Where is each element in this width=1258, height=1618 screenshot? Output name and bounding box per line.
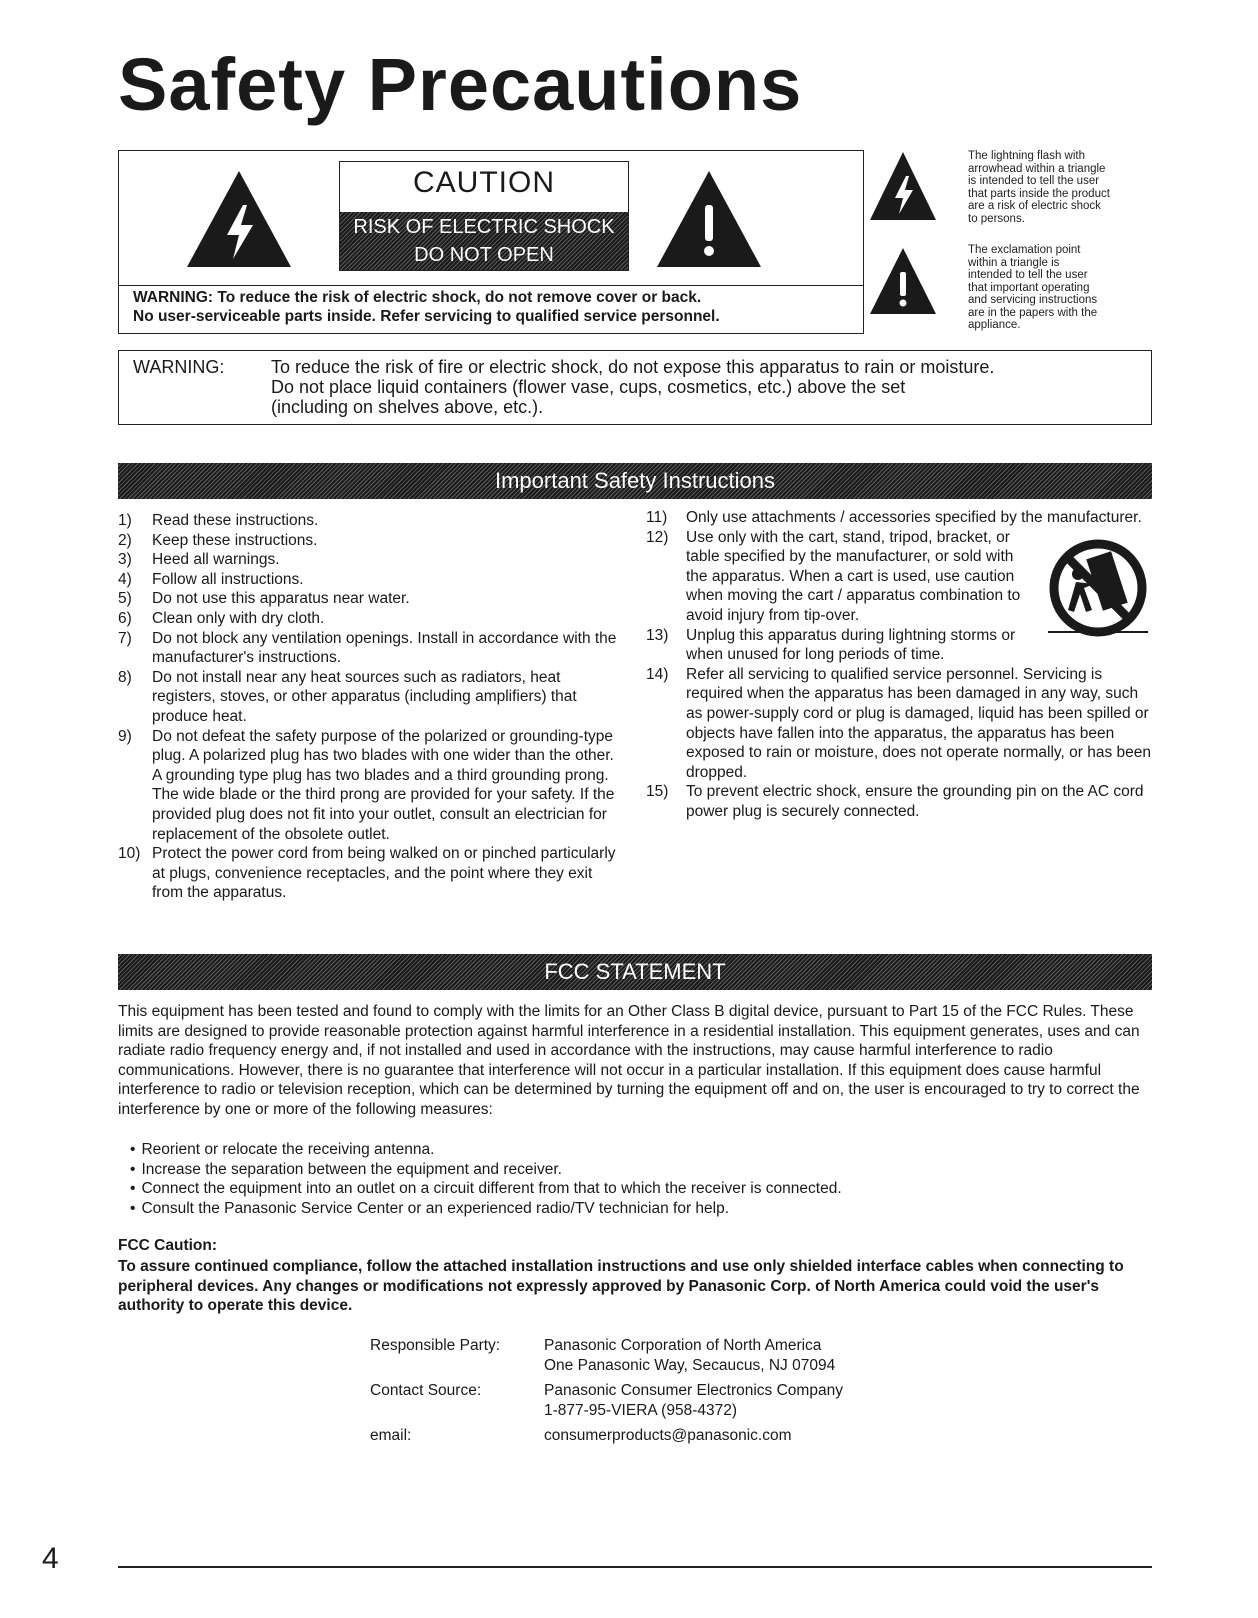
item-number: 3) xyxy=(118,551,132,569)
instructions-list-right xyxy=(646,508,1152,822)
caution-panel xyxy=(118,150,864,334)
warning-text xyxy=(271,357,994,417)
fcc-body-text: This equipment has been tested and found to comply with the limits for an Other Class B digital device, pursuant to Part 15 of the FCC Rules. These limits are designed to provide reasonable protection against harmful interference in a residential installation. This equipment generates, uses and can radiate radio frequency energy and, if not installed and used in accordance with the instructions, may cause harmful interference to radio communications. However, there is no guarantee that interference will not occur in a particular installation. If this equipment does cause harmful interference to radio or television reception, which can be determined by turning the equipment off and on, the user is encouraged to try to correct the interference by one or more of the following measures: xyxy=(118,1003,1140,1118)
fcc-caution-heading: FCC Caution: xyxy=(118,1237,218,1254)
item-text: Read these instructions. xyxy=(152,512,319,529)
item-number: 8) xyxy=(118,668,132,686)
page-title: Safety Precautions xyxy=(118,43,803,126)
list-item xyxy=(118,609,623,629)
item-number: 5) xyxy=(118,590,132,608)
list-item xyxy=(118,727,623,845)
symbol-text-line: intended to tell the user xyxy=(968,269,1088,281)
footer-rule xyxy=(118,1566,1152,1568)
item-number: 6) xyxy=(118,609,132,627)
list-item xyxy=(646,508,1152,528)
list-item: • Reorient or relocate the receiving antenna. xyxy=(130,1140,1130,1160)
item-text: Refer all servicing to qualified service personnel. Servicing is required when the apparatus has been damaged in any way, such as power-supply cord or plug is damaged, liquid has been spilled or objects have fallen into the apparatus, the apparatus has been exposed to rain or moisture, does not operate normally, or has been dropped. xyxy=(686,665,1151,781)
item-number: 2) xyxy=(118,531,132,549)
item-text: Do not use this apparatus near water. xyxy=(152,590,410,608)
item-number: 1) xyxy=(118,512,132,529)
symbol-text-line: to persons. xyxy=(968,212,1025,225)
shock-line-2: DO NOT OPEN xyxy=(414,244,554,266)
item-text: Unplug this apparatus during lightning storms or when unused for long periods of time. xyxy=(686,626,1016,664)
list-item xyxy=(118,550,623,570)
item-number: 7) xyxy=(118,629,132,647)
electric-shock-band xyxy=(340,212,628,270)
item-number: 13) xyxy=(646,626,669,644)
item-text: Do not block any ventilation openings. Install in accordance with the manufacturer's instructions. xyxy=(152,629,617,667)
exclamation-triangle-icon xyxy=(868,246,938,316)
lightning-symbol-explanation xyxy=(968,150,1143,225)
responsible-party-address: One Panasonic Way, Secaucus, NJ 07094 xyxy=(544,1356,836,1374)
warning-box xyxy=(118,350,1152,425)
symbol-text-line: and servicing instructions xyxy=(968,294,1098,306)
contact-source-label: Contact Source: xyxy=(370,1382,482,1400)
panel-divider xyxy=(119,285,863,286)
symbol-text-line: The lightning flash with xyxy=(968,150,1085,162)
list-item xyxy=(646,782,1152,821)
panel-warning-line-2: No user-serviceable parts inside. Refer servicing to qualified service personnel. xyxy=(133,308,720,325)
exclamation-triangle-icon xyxy=(655,169,763,269)
caution-label-box xyxy=(339,161,629,271)
list-item xyxy=(118,629,623,668)
item-text: Only use attachments / accessories specified by the manufacturer. xyxy=(686,509,1142,526)
symbol-text-line: within a triangle is xyxy=(968,256,1060,269)
item-text: Do not defeat the safety purpose of the polarized or grounding-type plug. A polarized plug has two blades with one wider than the other. A grounding type plug has two blades and a third grounding prong. The wide blade or the third prong are provided for your safety. If the provided plug does not fit into your outlet, consult an electrician for replacement of the obsolete outlet. xyxy=(152,727,615,843)
fcc-measures-list xyxy=(130,1140,1130,1218)
warning-label: WARNING: xyxy=(133,357,225,377)
panel-warning-line-1: WARNING: To reduce the risk of electric shock, do not remove cover or back. xyxy=(133,289,702,306)
list-item: • Increase the separation between the equipment and receiver. xyxy=(130,1160,1130,1180)
item-number: 12) xyxy=(646,528,669,546)
contact-source-name: Panasonic Consumer Electronics Company xyxy=(544,1382,843,1400)
symbol-text-line: is intended to tell the user xyxy=(968,175,1100,187)
contact-source-phone: 1-877-95-VIERA (958-4372) xyxy=(544,1401,738,1419)
list-item: • Connect the equipment into an outlet on a circuit different from that to which the receiver is connected. xyxy=(130,1179,1130,1199)
item-text: Clean only with dry cloth. xyxy=(152,609,325,627)
panel-warning xyxy=(133,288,720,326)
list-item xyxy=(118,531,623,551)
symbol-text-line: that parts inside the product xyxy=(968,187,1110,200)
warning-line: To reduce the risk of fire or electric shock, do not expose this apparatus to rain or moisture. xyxy=(271,357,995,377)
exclamation-symbol-explanation xyxy=(968,244,1143,332)
item-text: Heed all warnings. xyxy=(152,551,280,569)
list-item xyxy=(118,668,623,727)
lightning-bolt-triangle-icon xyxy=(868,150,938,222)
item-number: 9) xyxy=(118,727,132,745)
page-number: 4 xyxy=(42,1542,59,1575)
list-item: • Consult the Panasonic Service Center or an experienced radio/TV technician for help. xyxy=(130,1199,1130,1219)
list-item xyxy=(118,570,623,590)
symbol-text-line: that important operating xyxy=(968,281,1090,294)
list-item xyxy=(646,626,1152,665)
list-item xyxy=(646,665,1152,783)
item-text: Use only with the cart, stand, tripod, bracket, or table specified by the manufacturer, or sold with the apparatus. When a cart is used, use caution when moving the cart / apparatus combination to avoid injury from tip-over. xyxy=(686,528,1021,624)
item-text: Follow all instructions. xyxy=(152,570,304,588)
item-text: Protect the power cord from being walked on or pinched particularly at plugs, convenience receptacles, and the point where they exit from the apparatus. xyxy=(152,845,616,902)
warning-line: Do not place liquid containers (flower vase, cups, cosmetics, etc.) above the set xyxy=(271,377,906,397)
item-number: 11) xyxy=(646,509,668,526)
caution-label: CAUTION xyxy=(413,166,555,199)
item-number: 10) xyxy=(118,845,141,863)
symbol-text-line: arrowhead within a triangle xyxy=(968,162,1106,175)
list-item xyxy=(118,844,623,903)
item-text: Do not install near any heat sources such as radiators, heat registers, stoves, or other apparatus (including amplifiers) that produce heat. xyxy=(152,668,577,725)
fcc-caution-text: To assure continued compliance, follow the attached installation instructions and use only shielded interface cables when connecting to peripheral devices. Any changes or modifications not expressly approved by Panasonic Corp. of North America could void the user's authority to operate this device. xyxy=(118,1258,1124,1315)
list-item xyxy=(646,528,1152,626)
symbol-text-line: are in the papers with the xyxy=(968,306,1098,319)
responsible-party-name: Panasonic Corporation of North America xyxy=(544,1337,822,1354)
responsible-party-label: Responsible Party: xyxy=(370,1337,501,1354)
list-item xyxy=(118,511,623,531)
symbol-text-line: The exclamation point xyxy=(968,244,1081,256)
warning-line: (including on shelves above, etc.). xyxy=(271,397,544,417)
symbol-text-line: are a risk of electric shock xyxy=(968,200,1101,212)
item-number: 15) xyxy=(646,783,669,801)
email-label: email: xyxy=(370,1427,412,1445)
email-value[interactable]: consumerproducts@panasonic.com xyxy=(544,1427,792,1445)
item-number: 14) xyxy=(646,665,669,683)
symbol-text-line: appliance. xyxy=(968,319,1021,331)
item-number: 4) xyxy=(118,570,132,588)
item-text: Keep these instructions. xyxy=(152,531,318,549)
shock-line-1: RISK OF ELECTRIC SHOCK xyxy=(353,216,615,238)
item-text: To prevent electric shock, ensure the grounding pin on the AC cord power plug is securely connected. xyxy=(686,783,1144,820)
lightning-bolt-triangle-icon xyxy=(185,169,293,269)
list-item xyxy=(118,589,623,609)
instructions-list-left xyxy=(118,511,623,903)
important-safety-heading: Important Safety Instructions xyxy=(118,463,1152,499)
fcc-statement-heading: FCC STATEMENT xyxy=(118,954,1152,990)
